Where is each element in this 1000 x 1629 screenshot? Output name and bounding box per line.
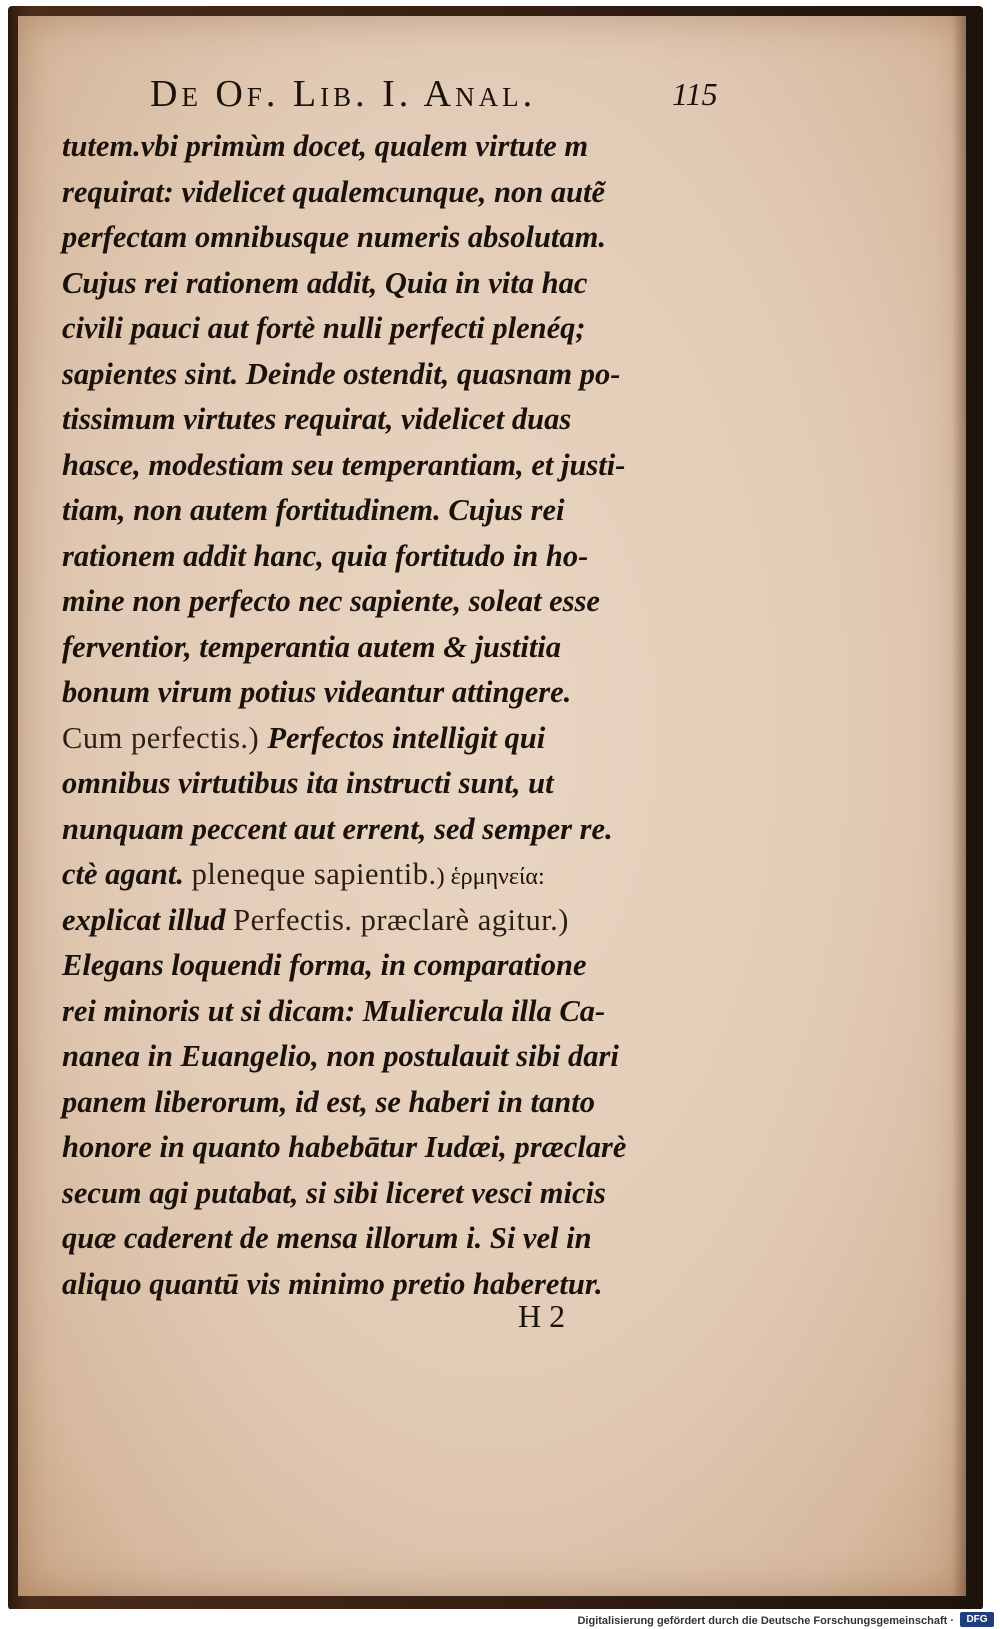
text-line [62, 352, 722, 398]
text-line [62, 170, 722, 216]
text-segment: tutem.vbi primùm docet, qualem virtute m [62, 129, 589, 163]
text-line [62, 807, 722, 853]
text-line [62, 1262, 722, 1308]
text-line [62, 1216, 722, 1262]
text-segment: Perfectis. præclarè agitur.) [233, 902, 569, 937]
text-line [62, 534, 722, 580]
text-line [62, 761, 722, 807]
text-line [62, 443, 722, 489]
text-line [62, 670, 722, 716]
text-segment: Cum perfectis.) [62, 720, 268, 755]
footer-bar [0, 1609, 1000, 1629]
text-line [62, 989, 722, 1035]
text-line [62, 852, 722, 898]
text-segment: ferventior, temperantia autem & justitia [62, 629, 562, 664]
text-line [62, 261, 722, 307]
body-text [62, 124, 722, 1307]
running-header-title: De Of. Lib. I. Anal. [150, 73, 537, 115]
text-line [62, 1080, 722, 1126]
running-header [150, 72, 750, 120]
funding-credit: Digitalisierung gefördert durch die Deutsche Forschungsgemeinschaft · [577, 1615, 954, 1627]
text-segment: nunquam peccent aut errent, sed semper re. [62, 811, 613, 846]
text-segment: honore in quanto habebātur Iudæi, præclarè [62, 1130, 627, 1164]
text-line [62, 1171, 722, 1217]
text-line [62, 898, 722, 944]
text-segment: omnibus virtutibus ita instructi sunt, ut [62, 766, 554, 800]
text-line [62, 625, 722, 671]
text-segment: tissimum virtutes requirat, videlicet duas [62, 402, 572, 436]
text-segment: pleneque sapientib. [191, 857, 437, 891]
text-line [62, 124, 722, 170]
text-line [62, 397, 722, 443]
text-segment: rationem addit hanc, quia fortitudo in ho- [62, 538, 589, 573]
text-segment: tiam, non autem fortitudinem. Cujus rei [62, 493, 565, 527]
text-segment: requirat: videlicet qualemcunque, non autẽ [62, 174, 606, 209]
text-segment: civili pauci aut fortè nulli perfecti plenéq; [62, 311, 586, 345]
text-segment: Cujus rei rationem addit, Quia in vita hac [62, 265, 588, 300]
text-line [62, 488, 722, 534]
text-segment: ) ἑρμηνεία: [436, 864, 545, 890]
text-line [62, 579, 722, 625]
text-segment: Perfectos intelligit qui [267, 720, 546, 755]
text-segment: hasce, modestiam seu temperantiam, et justi- [62, 447, 626, 482]
page-number: 115 [672, 76, 718, 112]
page-edge-shadow [952, 16, 966, 1596]
text-segment: quæ caderent de mensa illorum i. Si vel in [62, 1221, 592, 1255]
text-segment: rei minoris ut si dicam: Muliercula illa Ca- [62, 993, 606, 1028]
text-segment: aliquo quantū vis minimo pretio haberetur. [62, 1266, 603, 1301]
dfg-logo-icon: DFG [960, 1612, 994, 1627]
text-segment: bonum virum potius videantur attingere. [62, 675, 572, 709]
signature-mark: H 2 [518, 1298, 566, 1334]
text-line [62, 1125, 722, 1171]
text-line [62, 306, 722, 352]
text-line [62, 716, 722, 762]
text-segment: perfectam omnibusque numeris absolutam. [62, 220, 606, 254]
text-line [62, 215, 722, 261]
text-segment: ctè agant. [62, 857, 192, 891]
text-segment: secum agi putabat, si sibi liceret vesci micis [62, 1175, 606, 1210]
text-segment: Elegans loquendi forma, in comparatione [62, 948, 587, 982]
text-line [62, 943, 722, 989]
text-segment: panem liberorum, id est, se haberi in tanto [62, 1084, 595, 1119]
text-segment: nanea in Euangelio, non postulauit sibi dari [62, 1039, 619, 1073]
text-segment: sapientes sint. Deinde ostendit, quasnam po- [62, 356, 621, 391]
text-segment: explicat illud [62, 902, 234, 937]
text-line [62, 1034, 722, 1080]
text-segment: mine non perfecto nec sapiente, soleat esse [62, 584, 600, 618]
